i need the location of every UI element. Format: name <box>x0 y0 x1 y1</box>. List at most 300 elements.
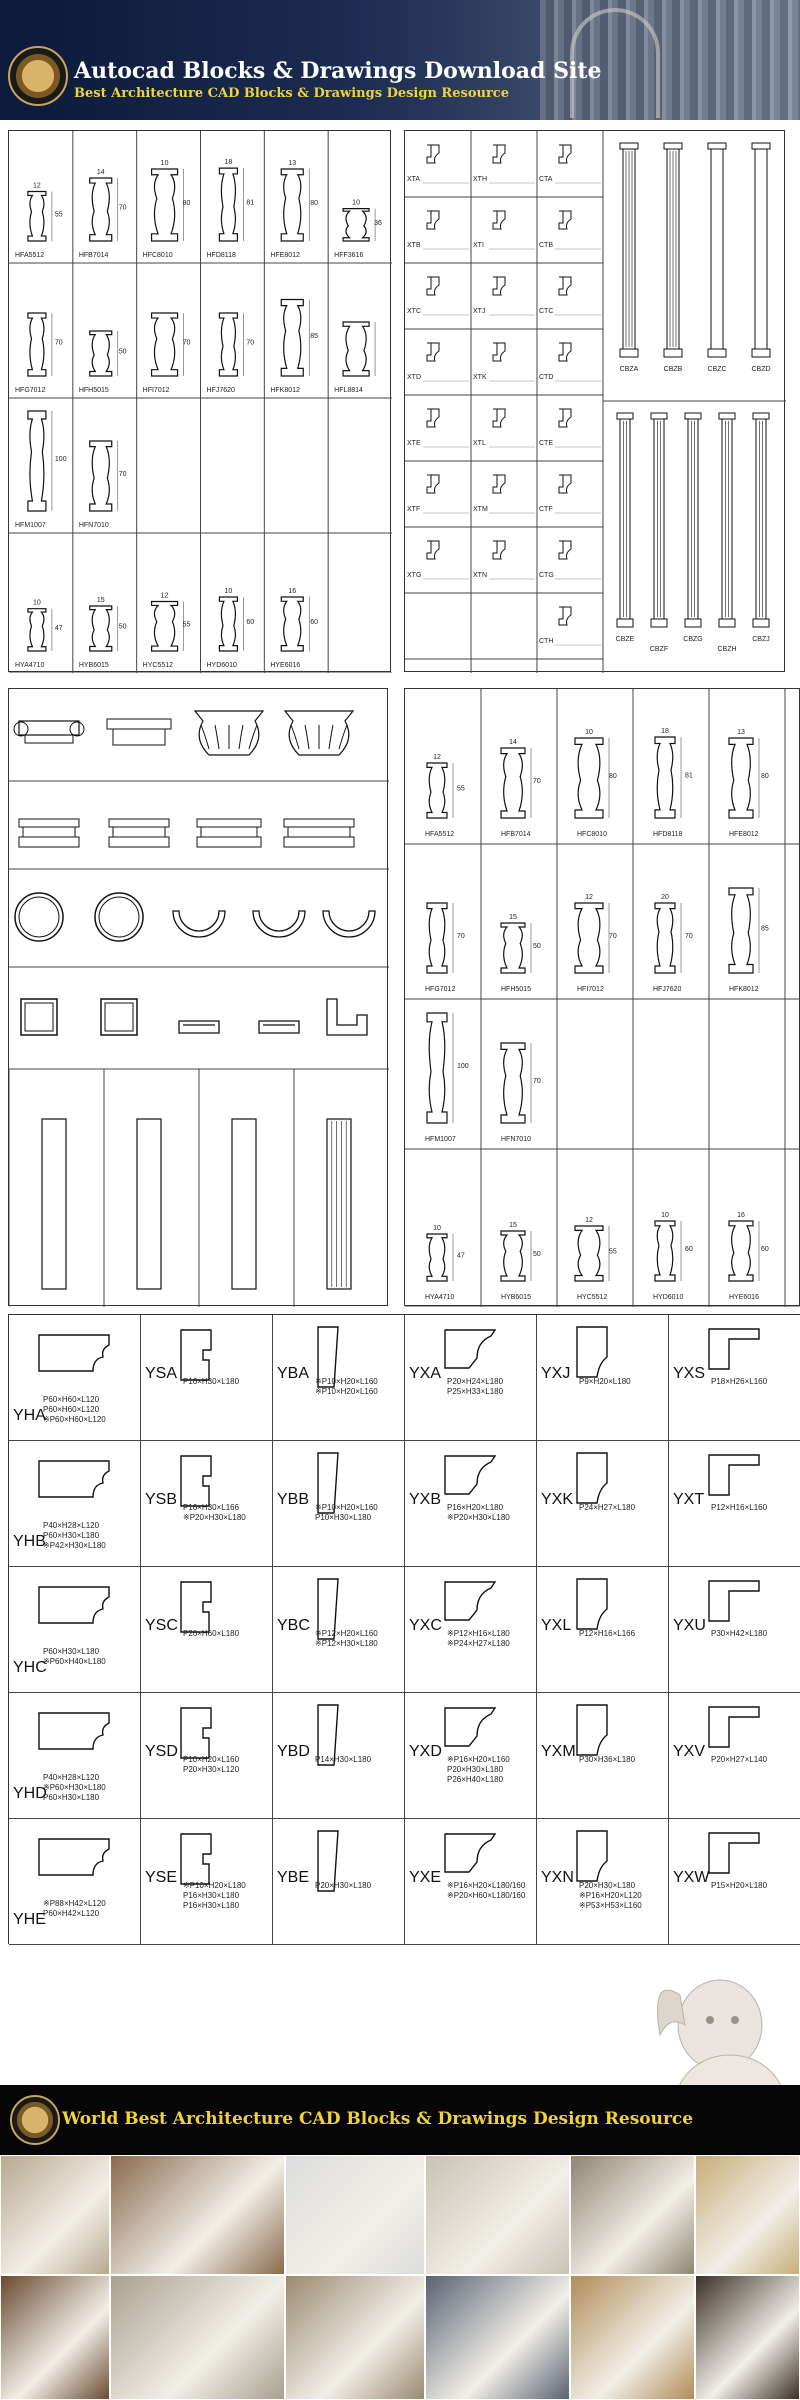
baluster-shape <box>28 313 46 376</box>
baluster-height-label: 70 <box>54 339 63 347</box>
cornice-profile-shape <box>427 211 439 229</box>
baluster-width-label: 18 <box>661 728 669 735</box>
base-torus-shape <box>201 827 257 837</box>
profile-code-label: YBC <box>277 1617 310 1634</box>
baluster-shape <box>427 903 447 973</box>
moulding-profile-shape <box>445 1708 495 1746</box>
baluster-shape <box>655 1221 675 1281</box>
base-plinth-shape <box>109 819 169 827</box>
baluster-height-label: 55 <box>54 211 63 219</box>
cornice-code-label: XTA <box>407 176 421 183</box>
baluster-width-label: 12 <box>585 1217 593 1224</box>
baluster-code-label: HFN7010 <box>78 522 109 529</box>
profile-code-label: YSA <box>145 1365 178 1382</box>
baluster-width-label: 12 <box>585 894 593 901</box>
round-section-inner <box>19 897 59 937</box>
moulding-profile-shape <box>709 1581 759 1621</box>
base-bottom-shape <box>284 837 354 847</box>
cornice-code-label: CTC <box>539 308 554 315</box>
column-base-shape <box>719 619 735 627</box>
profile-code-label: YXC <box>409 1617 442 1634</box>
column-base-shape <box>651 619 667 627</box>
cornice-profile-shape <box>493 277 505 295</box>
profile-cell[interactable] <box>273 1441 405 1567</box>
baluster-height-label: 50 <box>118 348 127 356</box>
baluster-shape <box>575 738 603 818</box>
column-code-label: CBZB <box>663 366 683 373</box>
cornice-profile-shape <box>427 343 439 361</box>
column-code-label: CBZA <box>619 366 639 373</box>
profile-cell[interactable] <box>9 1441 141 1567</box>
baluster-code-label: HFJ7620 <box>206 387 235 394</box>
acanthus-leaf-shape <box>239 725 243 749</box>
moulding-profile-shape <box>181 1708 211 1758</box>
profile-drawing <box>537 1441 669 1531</box>
architecture-photo[interactable] <box>0 2275 110 2400</box>
profile-cell[interactable] <box>405 1819 537 1945</box>
base-bottom-shape <box>197 837 261 847</box>
profile-spec-label: P10×H20×L160 P20×H30×L120 <box>183 1755 240 1774</box>
baluster-height-label: 70 <box>182 339 191 347</box>
profile-cell[interactable] <box>273 1567 405 1693</box>
column-shaft-shape <box>756 419 766 619</box>
profile-drawing <box>669 1567 800 1657</box>
square-section-shape <box>101 999 137 1035</box>
base-torus-shape <box>288 827 350 837</box>
baluster-code-label: HFH5015 <box>501 986 531 993</box>
architecture-photo[interactable] <box>110 2275 285 2400</box>
cornice-profile-shape <box>559 343 571 361</box>
capital-body-shape <box>113 729 165 745</box>
profile-code-label: YXW <box>673 1869 710 1886</box>
profile-cell[interactable] <box>669 1693 800 1819</box>
profile-spec-label: P26×H60×L180 <box>183 1629 240 1638</box>
base-bottom-shape <box>19 837 79 847</box>
profile-spec-label: P30×H36×L180 <box>579 1755 636 1764</box>
capital-base-drawings <box>9 689 389 1307</box>
cornice-code-label: CTE <box>539 440 553 447</box>
profile-spec-label: ※P12×H16×L180 ※P24×H27×L180 <box>447 1629 510 1648</box>
baluster-height-label: 81 <box>246 199 255 207</box>
pilaster-shape <box>232 1119 256 1289</box>
baluster-shape <box>575 903 603 973</box>
profile-spec-label: P20×H30×L180 <box>315 1881 372 1890</box>
profile-spec-label: P12×H16×L166 <box>579 1629 636 1638</box>
half-square-section-shape <box>179 1021 219 1033</box>
baluster-height-label: 80 <box>182 200 191 207</box>
cornice-profile-shape <box>559 277 571 295</box>
baluster-height-label: 60 <box>246 619 255 626</box>
profile-code-label: YHA <box>13 1407 46 1424</box>
cornice-code-label: CTD <box>539 374 554 381</box>
profile-code-label: YHE <box>13 1911 46 1928</box>
profile-cell[interactable] <box>9 1567 141 1693</box>
baluster-width-label: 20 <box>661 894 669 901</box>
profile-spec-label: ※P10×H20×L160 P10×H30×L180 <box>315 1503 378 1522</box>
baluster-sheet-1 <box>8 130 391 672</box>
profile-cell[interactable] <box>537 1567 669 1693</box>
baluster-code-label: HFD8118 <box>206 252 236 259</box>
baluster-code-label: HFI7012 <box>142 387 170 394</box>
profile-cell[interactable] <box>669 1441 800 1567</box>
profile-spec-label: P15×H20×L180 <box>711 1881 768 1890</box>
moulding-profile-shape <box>445 1456 495 1494</box>
cornice-code-label: CTH <box>539 638 554 645</box>
baluster-code-label: HFA5512 <box>15 252 45 259</box>
profile-cell[interactable] <box>537 1693 669 1819</box>
baluster-code-label: HYE6016 <box>729 1294 759 1301</box>
profile-code-label: YXA <box>409 1365 442 1382</box>
column-base-shape <box>708 349 726 357</box>
cornice-code-label: XTL <box>473 440 486 447</box>
baluster-drawings-2 <box>405 689 800 1307</box>
base-plinth-shape <box>19 819 79 827</box>
profile-code-label: YXL <box>541 1617 572 1634</box>
profile-drawing <box>9 1693 141 1783</box>
profile-spec-label: P18×H26×L160 <box>711 1377 768 1386</box>
base-torus-shape <box>23 827 75 837</box>
profile-code-label: YHB <box>13 1533 46 1550</box>
profile-drawing <box>273 1693 405 1783</box>
baluster-drawings <box>9 131 392 673</box>
square-section-inner <box>25 1003 53 1031</box>
baluster-code-label: HYA4710 <box>15 662 45 669</box>
column-code-label: CBZF <box>649 646 669 653</box>
profile-cell[interactable] <box>405 1315 537 1441</box>
baluster-shape <box>501 923 525 973</box>
architecture-photo[interactable] <box>570 2275 695 2400</box>
architecture-photo[interactable] <box>695 2155 800 2275</box>
baluster-code-label: HFF3616 <box>334 252 364 259</box>
profile-drawing <box>669 1315 800 1405</box>
cornice-profile-shape <box>427 541 439 559</box>
cornice-profile-shape <box>493 541 505 559</box>
profile-drawing <box>9 1819 141 1909</box>
baluster-code-label: HFK8012 <box>729 986 759 993</box>
base-plinth-shape <box>284 819 354 827</box>
profile-spec-label: ※P10×H20×L160 ※P10×H20×L160 <box>315 1377 378 1396</box>
cornice-profile-shape <box>559 541 571 559</box>
baluster-width-label: 16 <box>288 588 297 595</box>
column-capital-shape <box>753 413 769 419</box>
profile-cell[interactable] <box>405 1441 537 1567</box>
header-banner <box>0 0 800 120</box>
profile-spec-label: P40×H28×L120 ※P60×H30×L180 P60×H30×L180 <box>43 1773 106 1802</box>
baluster-shape <box>152 602 178 652</box>
baluster-height-label: 55 <box>182 621 191 629</box>
profile-code-label: YHD <box>13 1785 47 1802</box>
square-section-shape <box>21 999 57 1035</box>
architecture-photo[interactable] <box>285 2275 425 2400</box>
site-logo-icon[interactable] <box>8 46 68 106</box>
baluster-shape <box>343 322 369 376</box>
profile-code-label: YXU <box>673 1617 706 1634</box>
profile-spec-label: ※P16×H20×L160 P20×H30×L180 P26×H40×L180 <box>447 1755 510 1784</box>
profile-cell[interactable] <box>141 1567 273 1693</box>
footer-logo-icon[interactable] <box>10 2095 60 2145</box>
column-shaft-shape <box>620 419 630 619</box>
column-capital-shape <box>620 143 638 149</box>
volute-shape <box>70 722 84 736</box>
cornice-profile-shape <box>493 211 505 229</box>
profile-cell[interactable] <box>9 1693 141 1819</box>
baluster-height-label: 70 <box>533 1078 541 1085</box>
architecture-photo[interactable] <box>0 2155 110 2275</box>
cornice-code-label: CTF <box>539 506 553 513</box>
profile-spec-label: P12×H16×L160 <box>711 1503 768 1512</box>
architecture-photo[interactable] <box>285 2155 425 2275</box>
baluster-height-label: 50 <box>118 623 127 631</box>
baluster-code-label: HFI7012 <box>577 986 604 993</box>
profile-drawing <box>9 1315 141 1405</box>
volute-shape <box>14 722 28 736</box>
profile-code-label: YXN <box>541 1869 574 1886</box>
column-shaft-shape <box>654 419 664 619</box>
baluster-width-label: 14 <box>96 169 105 176</box>
profile-cell[interactable] <box>273 1693 405 1819</box>
profile-cell[interactable] <box>537 1819 669 1945</box>
pilaster-shape <box>42 1119 66 1289</box>
moulding-profile-shape <box>39 1587 109 1623</box>
column-code-label: CBZD <box>751 366 771 373</box>
moulding-profile-shape <box>577 1453 607 1503</box>
profile-code-label: YBD <box>277 1743 310 1760</box>
acanthus-leaf-shape <box>329 725 333 749</box>
moulding-profile-sheet <box>8 1314 800 1944</box>
column-capital-shape <box>617 413 633 419</box>
profile-cell[interactable] <box>537 1315 669 1441</box>
baluster-shape <box>655 903 675 973</box>
baluster-height-label: 80 <box>761 773 769 780</box>
cornice-profile-shape <box>427 277 439 295</box>
half-square-section-shape <box>259 1021 299 1033</box>
baluster-height-label: 100 <box>457 1063 469 1070</box>
profile-spec-label: P20×H30×L180 ※P16×H20×L120 ※P53×H53×L160 <box>579 1881 642 1910</box>
architecture-photo[interactable] <box>425 2275 570 2400</box>
profile-code-label: YSB <box>145 1491 178 1508</box>
baluster-shape <box>501 1043 525 1123</box>
site-subtitle: Best Architecture CAD Blocks & Drawings Design Resource <box>74 86 509 101</box>
profile-cell[interactable] <box>9 1819 141 1945</box>
cornice-profile-shape <box>559 145 571 163</box>
profile-cell[interactable] <box>669 1567 800 1693</box>
moulding-profile-shape <box>39 1713 109 1749</box>
baluster-code-label: HFM1007 <box>425 1136 456 1143</box>
base-plinth-shape <box>197 819 261 827</box>
architecture-photo[interactable] <box>695 2275 800 2400</box>
moulding-profile-shape <box>577 1831 607 1881</box>
baluster-width-label: 15 <box>96 597 105 604</box>
baluster-height-label: 80 <box>609 773 617 780</box>
baluster-width-label: 10 <box>352 199 360 207</box>
profile-spec-label: P20×H27×L140 <box>711 1755 768 1764</box>
baluster-code-label: HFK8012 <box>270 387 300 394</box>
baluster-code-label: HFJ7620 <box>653 986 682 993</box>
column-shaft-shape <box>755 149 767 349</box>
baluster-code-label: HFG7012 <box>425 986 456 993</box>
baluster-width-label: 13 <box>288 160 297 167</box>
profile-grid <box>9 1315 800 1944</box>
profile-drawing <box>669 1819 800 1909</box>
moulding-profile-shape <box>181 1456 211 1506</box>
profile-spec-label: P60×H30×L180 ※P60×H40×L180 <box>43 1647 106 1666</box>
baluster-code-label: HFM1007 <box>15 522 46 529</box>
architecture-photo[interactable] <box>570 2155 695 2275</box>
footer-banner <box>0 2085 800 2155</box>
profile-cell[interactable] <box>405 1693 537 1819</box>
round-section-shape <box>15 893 63 941</box>
profile-cell[interactable] <box>669 1315 800 1441</box>
baluster-code-label: HFG7012 <box>15 387 46 394</box>
cornice-profile-shape <box>559 211 571 229</box>
architecture-photo[interactable] <box>425 2155 570 2275</box>
baluster-shape <box>152 169 178 241</box>
architecture-photo[interactable] <box>110 2155 285 2275</box>
baluster-height-label: 55 <box>457 785 465 793</box>
profile-spec-label: P14×H30×L180 <box>315 1755 372 1764</box>
baluster-width-label: 10 <box>585 729 593 736</box>
baluster-height-label: 50 <box>533 943 541 950</box>
moulding-profile-shape <box>445 1834 495 1872</box>
cornice-code-label: XTG <box>407 572 422 579</box>
cornice-code-label: XTK <box>473 374 487 381</box>
profile-code-label: YXD <box>409 1743 442 1760</box>
cornice-profile-shape <box>427 409 439 427</box>
profile-code-label: YXS <box>673 1365 706 1382</box>
cornice-profile-shape <box>493 145 505 163</box>
profile-drawing <box>669 1441 800 1531</box>
baluster-shape <box>281 169 303 241</box>
capital-base-sheet <box>8 688 388 1306</box>
profile-code-label: YXV <box>673 1743 706 1760</box>
column-code-label: CBZH <box>717 646 737 653</box>
base-bottom-shape <box>109 837 169 847</box>
column-capital-shape <box>719 413 735 419</box>
pilaster-shape <box>327 1119 351 1289</box>
profile-cell[interactable] <box>537 1441 669 1567</box>
baluster-width-label: 14 <box>509 739 517 746</box>
cornice-code-label: XTD <box>407 374 421 381</box>
baluster-shape <box>575 1226 603 1281</box>
architecture-photo-gallery <box>0 2155 800 2400</box>
baluster-height-label: 70 <box>118 204 127 212</box>
profile-cell[interactable] <box>405 1567 537 1693</box>
profile-cell[interactable] <box>273 1315 405 1441</box>
baluster-height-label: 60 <box>310 619 319 626</box>
moulding-profile-shape <box>709 1707 759 1747</box>
moulding-profile-shape <box>709 1455 759 1495</box>
baluster-height-label: 60 <box>761 1246 769 1253</box>
footer-title[interactable]: World Best Architecture CAD Blocks & Drawings Design Resource <box>62 2109 694 2129</box>
profile-spec-label: P60×H60×L120 P60×H60×L120 ※P60×H60×L120 <box>43 1395 106 1424</box>
profile-code-label: YSC <box>145 1617 178 1634</box>
profile-code-label: YXK <box>541 1491 574 1508</box>
cornice-code-label: XTH <box>473 176 487 183</box>
profile-drawing <box>537 1567 669 1657</box>
profile-spec-label: ※P12×H20×L160 ※P12×H30×L180 <box>315 1629 378 1648</box>
column-capital-shape <box>752 143 770 149</box>
baluster-shape <box>427 1013 447 1123</box>
profile-spec-label: P16×H20×L180 ※P20×H30×L180 <box>447 1503 510 1522</box>
profile-code-label: YXE <box>409 1869 442 1886</box>
profile-spec-label: P20×H24×L180 P25×H33×L180 <box>447 1377 504 1396</box>
half-section-shape <box>253 911 305 937</box>
acanthus-leaf-shape <box>215 725 219 749</box>
column-shaft-shape <box>711 149 723 349</box>
baluster-code-label: HYB6015 <box>78 662 109 669</box>
column-code-label: CBZE <box>615 636 635 643</box>
profile-cell[interactable] <box>273 1819 405 1945</box>
moulding-profile-shape <box>181 1582 211 1632</box>
column-shaft-shape <box>688 419 698 619</box>
cornice-code-label: XTJ <box>473 308 486 315</box>
profile-cell[interactable] <box>141 1819 273 1945</box>
baluster-shape <box>343 209 369 241</box>
cornice-code-label: CTA <box>539 176 553 183</box>
baluster-width-label: 15 <box>509 914 517 921</box>
column-capital-shape <box>708 143 726 149</box>
baluster-code-label: HYC5512 <box>142 662 174 669</box>
moulding-profile-shape <box>39 1839 109 1875</box>
cornice-code-label: XTB <box>407 242 421 249</box>
profile-drawing <box>9 1567 141 1657</box>
baluster-width-label: 18 <box>224 159 233 167</box>
profile-spec-label: P16×H30×L180 <box>183 1377 240 1386</box>
cornice-profile-shape <box>559 475 571 493</box>
cornice-profile-shape <box>559 607 571 625</box>
capital-band-shape <box>25 735 73 743</box>
profile-cell[interactable] <box>141 1441 273 1567</box>
baluster-code-label: HFB7014 <box>501 831 531 838</box>
baluster-code-label: HFB7014 <box>78 252 109 259</box>
cornice-code-label: XTC <box>407 308 421 315</box>
site-title[interactable]: Autocad Blocks & Drawings Download Site <box>74 58 602 84</box>
baluster-height-label: 70 <box>533 778 541 785</box>
baluster-code-label: HFA5512 <box>425 831 455 838</box>
baluster-shape <box>28 609 46 651</box>
profile-cell[interactable] <box>669 1819 800 1945</box>
profile-cell[interactable] <box>9 1315 141 1441</box>
moulding-profile-shape <box>39 1335 109 1371</box>
baluster-height-label: 70 <box>685 933 693 940</box>
baluster-width-label: 10 <box>224 588 233 595</box>
cornice-code-label: CTB <box>539 242 553 249</box>
baluster-shape <box>427 1234 447 1281</box>
baluster-code-label: HFD8118 <box>653 831 683 838</box>
profile-code-label: YBE <box>277 1869 310 1886</box>
profile-cell[interactable] <box>141 1315 273 1441</box>
baluster-height-label: 85 <box>310 332 319 340</box>
profile-cell[interactable] <box>141 1693 273 1819</box>
corner-section-shape <box>327 999 367 1035</box>
baluster-code-label: HFN7010 <box>501 1136 531 1143</box>
profile-drawing <box>273 1819 405 1909</box>
moulding-profile-shape <box>181 1330 211 1380</box>
baluster-height-label: 47 <box>457 1252 465 1260</box>
baluster-shape <box>655 737 675 818</box>
baluster-shape <box>501 1231 525 1281</box>
profile-code-label: YXB <box>409 1491 442 1508</box>
cornice-profile-shape <box>427 145 439 163</box>
baluster-sheet-2 <box>404 688 800 1306</box>
profile-code-label: YBB <box>277 1491 310 1508</box>
baluster-shape <box>729 888 753 973</box>
column-capital-shape <box>651 413 667 419</box>
moulding-profile-shape <box>445 1330 495 1368</box>
cornice-code-label: XTE <box>407 440 421 447</box>
baluster-shape <box>281 300 303 377</box>
cornice-code-label: CTG <box>539 572 554 579</box>
